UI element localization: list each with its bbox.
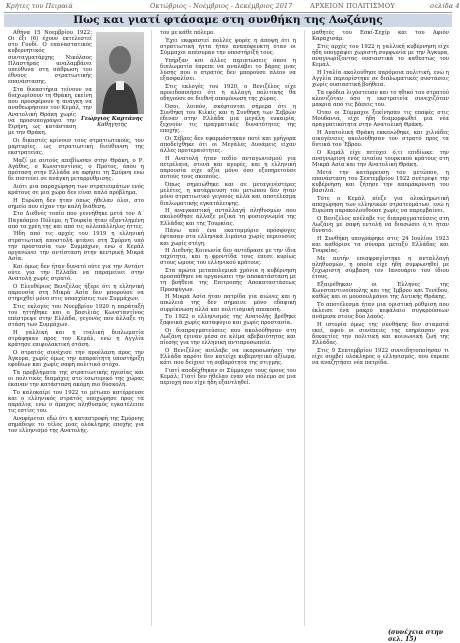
paragraph: Έχει εκφραστεί πολλές φορές η άποψη ότι η στρατιωτική ήττα ήταν αναπόφευκτη όταν οι Σύμμαχοι απέσυραν την υποστήριξή τους.	[160, 37, 296, 56]
paragraph: Στις αρχές του 1922 η γαλλική κυβέρνηση είχε ήδη υπογράψει χωριστή συμφωνία με την Άγκυρα, αναγνωρίζοντας ουσιαστικά το καθεστώς του Κεμάλ.	[312, 43, 449, 69]
header-page-number: σελίδα 4	[430, 2, 460, 10]
paragraph: Μετά την κατάρρευση του μετώπου, η επανάσταση του Σεπτεμβρίου 1922 ανέτρεψε την κυβέρνηση και ζήτησε την απομάκρυνση του βασιλιά.	[312, 169, 449, 195]
paragraph: Όσοι, λοιπόν, σκέφτονται σήμερα ότι η Συνθήκη του Κιλκίς και η Συνθήκη των Σεβρών έδιναν στην Ελλάδα μια μεγάλη ευκαιρία, ξεχνούν τις πραγματικές δυνατότητες της εποχής.	[160, 103, 296, 135]
paragraph: Η Ανατολική Θράκη εκκενώθηκε, και χιλιάδες οικογένειες ακολούθησαν τον στρατό προς τα δυτικά του Έβρου.	[312, 129, 449, 149]
paragraph: μαθητές του Εσκί-Σεχίρ και του Αφιόν Καραχισάρ.	[312, 30, 449, 43]
paragraph: Στα πρώτα μεταπολεμικά χρόνια η κυβέρνηση προσπάθησε να οργανώσει την αποκατάσταση με τη βοήθεια της Επιτροπής Αποκαταστάσεως Προσφύγων.	[160, 268, 296, 293]
paragraph: Η γαλλική και η ιταλική διπλωματία στράφηκαν προς τον Κεμάλ, ενώ η Αγγλία κράτησε επιφυλακτική στάση.	[8, 329, 144, 348]
paragraph: Η αναγκαστική ανταλλαγή πληθυσμών που ακολούθησε άλλαξε ριζικά τη φυσιογνωμία της Ελλάδας και της Τουρκίας.	[160, 208, 296, 227]
header-issue-date: Οκτώβριος - Νοέμβριος - Δεκέμβριος 2017	[150, 2, 293, 10]
paragraph: Ο Ελευθέριος Βενιζέλος ήξερε ότι η ελληνική παρουσία στη Μικρά Ασία δεν μπορούσε να στηριχθεί μόνο στις υποσχέσεις των Συμμάχων.	[8, 283, 144, 302]
column-2-text	[160, 30, 296, 386]
article-column-3	[312, 30, 449, 630]
page-header	[4, 1, 460, 13]
header-publication: ΑΡΧΕΙΟΝ ΠΟΛΙΤΙΣΜΟΥ	[310, 2, 395, 10]
paragraph: Η ιστορία όμως της συνθήκης δεν σταματά εκεί, αφού οι συνέπειές της επηρέασαν για δεκαετίες την πολιτική και κοινωνική ζωή της Ελλάδας.	[312, 321, 449, 347]
portrait-silhouette	[96, 32, 144, 114]
paragraph: Οι Σέβρες δεν εφαρμόστηκαν ποτέ και γρήγορα αποδείχθηκε ότι οι Μεγάλες Δυνάμεις είχαν άλλες προτεραιότητες.	[160, 136, 296, 155]
paragraph: Ο Κεμάλ είχε πετύχει ό,τι επιδίωκε: την αναγνώριση ενός ενιαίου τουρκικού κράτους στη Μικρά Ασία και την Ανατολική Θράκη.	[312, 149, 449, 169]
paragraph: Ο Βενιζέλος ανέλαβε τις διαπραγματεύσεις στη Λωζάνη με σαφή εντολή να διασώσει ό,τι ήταν δυνατό.	[312, 215, 449, 235]
paragraph: Ήδη από τις αρχές του 1919 η ελληνική στρατιωτική αποστολή φτάνει στη Σμύρνη υπό την προστασία των Συμμάχων, ενώ ο Κεμάλ οργανώνει την αντίσταση στην κεντρική Μικρά Ασία.	[8, 231, 144, 262]
column-divider	[304, 30, 305, 626]
paragraph: Τα προβλήματα της στρατιωτικής ηγεσίας και οι πολιτικές διαμάχες στο εσωτερικό της χώρας έκαναν την κατάσταση ακόμη πιο δύσκολη.	[8, 369, 144, 388]
paragraph: Στις εκλογές του Νοεμβρίου 1920 η παράταξή του ηττήθηκε και ο βασιλιάς Κωνσταντίνος επέστρεψε στην Ελλάδα, γεγονός που άλλαξε τη στάση των Συμμάχων.	[8, 303, 144, 329]
paragraph: του με κάθε πόλεμο.	[160, 30, 215, 36]
paragraph: Γιατί αποδέχθηκαν οι Σύμμαχοι τους όρους του Κεμάλ; Γιατί δεν ήθελαν έναν νέο πόλεμο σε μια περιοχή που είχε ήδη εξαντληθεί.	[160, 367, 296, 387]
author-name: Γεώργιος Καρτάνης	[81, 116, 143, 122]
paragraph: Με αυτήν επισφραγίστηκε η ανταλλαγή πληθυσμών, η οποία είχε ήδη συμφωνηθεί με ξεχωριστή σύμβαση τον Ιανουάριο του ίδιου έτους.	[312, 255, 449, 281]
author-caption	[80, 116, 144, 128]
paragraph: Στις εκλογές του 1920, ο Βενιζέλος είχε προειδοποιήσει ότι η αλλαγή πολιτικής θα οδηγούσε σε διεθνή απομόνωση της χώρας.	[160, 83, 296, 103]
paragraph: Όταν οι Σύμμαχοι ξεκίνησαν τις επαφές στις Μουδανιά, είχε ήδη διαμορφωθεί μια νέα πραγματικότητα στην Ανατολική Θράκη.	[312, 109, 449, 129]
paragraph: Υπήρξαν και άλλες περιπτώσεις όπου η διπλωματία έπρεπε να αναλάβει το βάρος μιας λύσης που ο στρατός δεν μπορούσε πλέον να εξασφαλίσει.	[160, 57, 296, 83]
paragraph: Πάνω από ένα εκατομμύριο πρόσφυγες έφτασαν στα ελληνικά λιμάνια χωρίς περιουσίες και χωρίς στέγη.	[160, 228, 296, 247]
column-divider	[151, 30, 152, 626]
paragraph: Οι δικαστές κρίνουν τους στρατιωτικούς, τον μαρτυρίες, ως στρατιωτική διεύθυνση της εκστρατείας.	[8, 137, 144, 156]
author-photo	[96, 32, 144, 114]
paragraph: Η Ιταλία ακολούθησε παρόμοια πολιτική, ενώ η Αγγλία περιορίστηκε σε διπλωματικές συστάσεις χωρίς ουσιαστική βοήθεια.	[312, 69, 449, 89]
paragraph: Στο Διεθνές τοπίο που γεννήθηκε μετά τον Α΄ Παγκόσμιο Πόλεμο, η Τουρκία ήταν εξαντλημένη από τα χρέη της και από τις αλλεπάλληλες ήττες.	[8, 211, 144, 230]
paragraph: Το 1922 ο ελληνισμός της Ανατολής βρέθηκε ξαφνικά χωρίς καταφύγιο και χωρίς προστασία.	[160, 314, 296, 327]
article-column-1	[8, 30, 144, 630]
paragraph: Αναφέρεται εδώ ότι η καταστροφή της Σμύρνης σημάδεψε το τέλος μιας ολόκληρης εποχής για τον ελληνισμό της Ανατολής.	[8, 415, 144, 435]
paragraph: Όπως σημειώθηκε και σε μεταγενέστερες μελέτες, η κατάρρευση του μετώπου δεν ήταν μόνο στρατιωτικό γεγονός αλλά και αποτέλεσμα διπλωματικής εγκατάλειψης.	[160, 182, 296, 207]
paragraph: Η Διεθνής Κοινωνία δεν αντέδρασε με την ίδια ταχύτητα, και η φροντίδα τους έπεσε κυρίως στους ώμους του ελληνικού κράτους.	[160, 248, 296, 267]
paragraph: Διότι μια παραχώρηση των στρατευμάτων ενός κράτους σε μια χώρα δεν είναι απλό πρόβλημα.	[8, 183, 144, 196]
header-left: Κρήτες του Πειραιά	[6, 2, 73, 10]
paragraph: Στα δικαστήρια τείνουν να διαχωρίσουν τη Θράκη, εκείνη που προσφέρουν η ανάγκη να αναθεωρήσουν τον Κεμάλ, την Ανατολική Θράκη χωρίς να προσυπογράψει την Ειρήνη, ως κατάσταση με την Θράκη.	[8, 86, 92, 136]
paragraph: Το αποτέλεσμα ήταν μια οριστική ρύθμιση που έκλεισε ένα μακρύ κεφάλαιο συγκρούσεων ανάμεσα στους δύο λαούς.	[312, 301, 449, 321]
column-3-text	[312, 30, 449, 366]
article-title: Πως και γιατί φτάσαμε στη συνθήκη της Λωζάνης	[4, 14, 452, 27]
paragraph: Αθήνα 15 Νοεμβρίου 1922: Οι έξι (6) έχουν εκτελεστεί στο Γουδί. Ο επαναστατικός κυβερνητικός συνταγματάρχης Νικόλαος Πλαστήρας αναλαμβάνει υπεύθυνα στη σάθρωση του έθνους στρατιωτικής επανάστασης.	[8, 30, 92, 86]
paragraph: Οι διαπραγματεύσεις που ακολούθησαν στη Λωζάνη έγιναν μέσα σε κλίμα αβεβαιότητας και πίεσης για την ελληνική αντιπροσωπεία.	[160, 328, 296, 347]
paragraph: Και όμως δεν ήταν δυνατό ούτε για την Αντάντ ούτε για την Ελλάδα να παραμείνει στην Ανατολή χωρίς στρατό.	[8, 263, 144, 282]
paragraph: Η Μικρά Ασία ήταν πατρίδα για αιώνες και η απώλειά της δεν σήμαινε μόνο εδαφική συρρίκνωση αλλά και πολιτισμική αποκοπή.	[160, 294, 296, 313]
paragraph: Εξαιρέθηκαν οι Έλληνες της Κωνσταντινούπολης και της Ίμβρου και Τενέδου, καθώς και οι μουσουλμάνοι της Δυτικής Θράκης.	[312, 281, 449, 301]
paragraph: Τα εφόδια λιγόστευαν και το ηθικό του στρατού κλονιζόταν όσο η εκστρατεία συνεχιζόταν μακριά από τις βάσεις του.	[312, 89, 449, 109]
continued-note: (συνέχεια στην σελ. 15)	[388, 629, 444, 643]
paragraph: Ο στρατός συνέχισε την προέλαση προς την Άγκυρα, χωρίς όμως την απαραίτητη υποστήριξη εφοδίων και χωρίς σαφή πολιτικό στόχο.	[8, 349, 144, 368]
paragraph: Η Συνθήκη υπογράφηκε στις 24 Ιουλίου 1923 και καθόρισε τα σύνορα μεταξύ Ελλάδας και Τουρκίας.	[312, 235, 449, 255]
paragraph: Ο Βενιζέλος ανέλαβε να εκπροσωπήσει την Ελλάδα παρότι δεν κατείχε κυβερνητικό αξίωμα, κάτι που δείχνει τη σοβαρότητα της στιγμής.	[160, 348, 296, 367]
paragraph: Τότε ο Κεμάλ πίεζε για ολοκληρωτική αποχώρηση των ελληνικών στρατευμάτων, ενώ η Ευρώπη παρακολουθούσε χωρίς να παρεμβαίνει.	[312, 195, 449, 215]
paragraph: Η Ανατολή ήταν πεδίο ανταγωνισμού για πετρέλαια, στενά και αγορές, και η ελληνική παρουσία είχε αξία μόνο όσο εξυπηρετούσε αυτούς τους σκοπούς.	[160, 155, 296, 181]
paragraph: Η Ευρώπη δεν ήταν όπως ήθελαν όλοι, στο σημείο που είχαν την καλή διάθεση.	[8, 197, 144, 210]
author-role: Καθηγητής	[97, 122, 127, 129]
paragraph: Το καλοκαίρι του 1922 το μέτωπο κατέρρευσε και ο ελληνικός στρατός υποχώρησε προς τα παράλια, ενώ ο άμαχος πληθυσμός εγκατέλειπε τις εστίες του.	[8, 389, 144, 415]
paragraph: Μαζί με αυτούς απεβίωσαν στην Θράκη, ο Ρ. Αγάθος, ο Κωνσταντίνος, ο Πρότος, όπου η πρόταση στην Ελλάδα να αφήσει τη Σμύρνη ενώ δε πιστεύει σε ανάγκη μεταρρύθμισης.	[8, 157, 144, 183]
paragraph: Στις 9 Σεπτεμβρίου 1922 συνειδητοποίησαν τι είχε συμβεί ολόκληρος ο ελληνισμός, που έπρεπε να αναζητήσει νέα πατρίδα.	[312, 348, 449, 367]
article-column-2	[160, 30, 296, 630]
